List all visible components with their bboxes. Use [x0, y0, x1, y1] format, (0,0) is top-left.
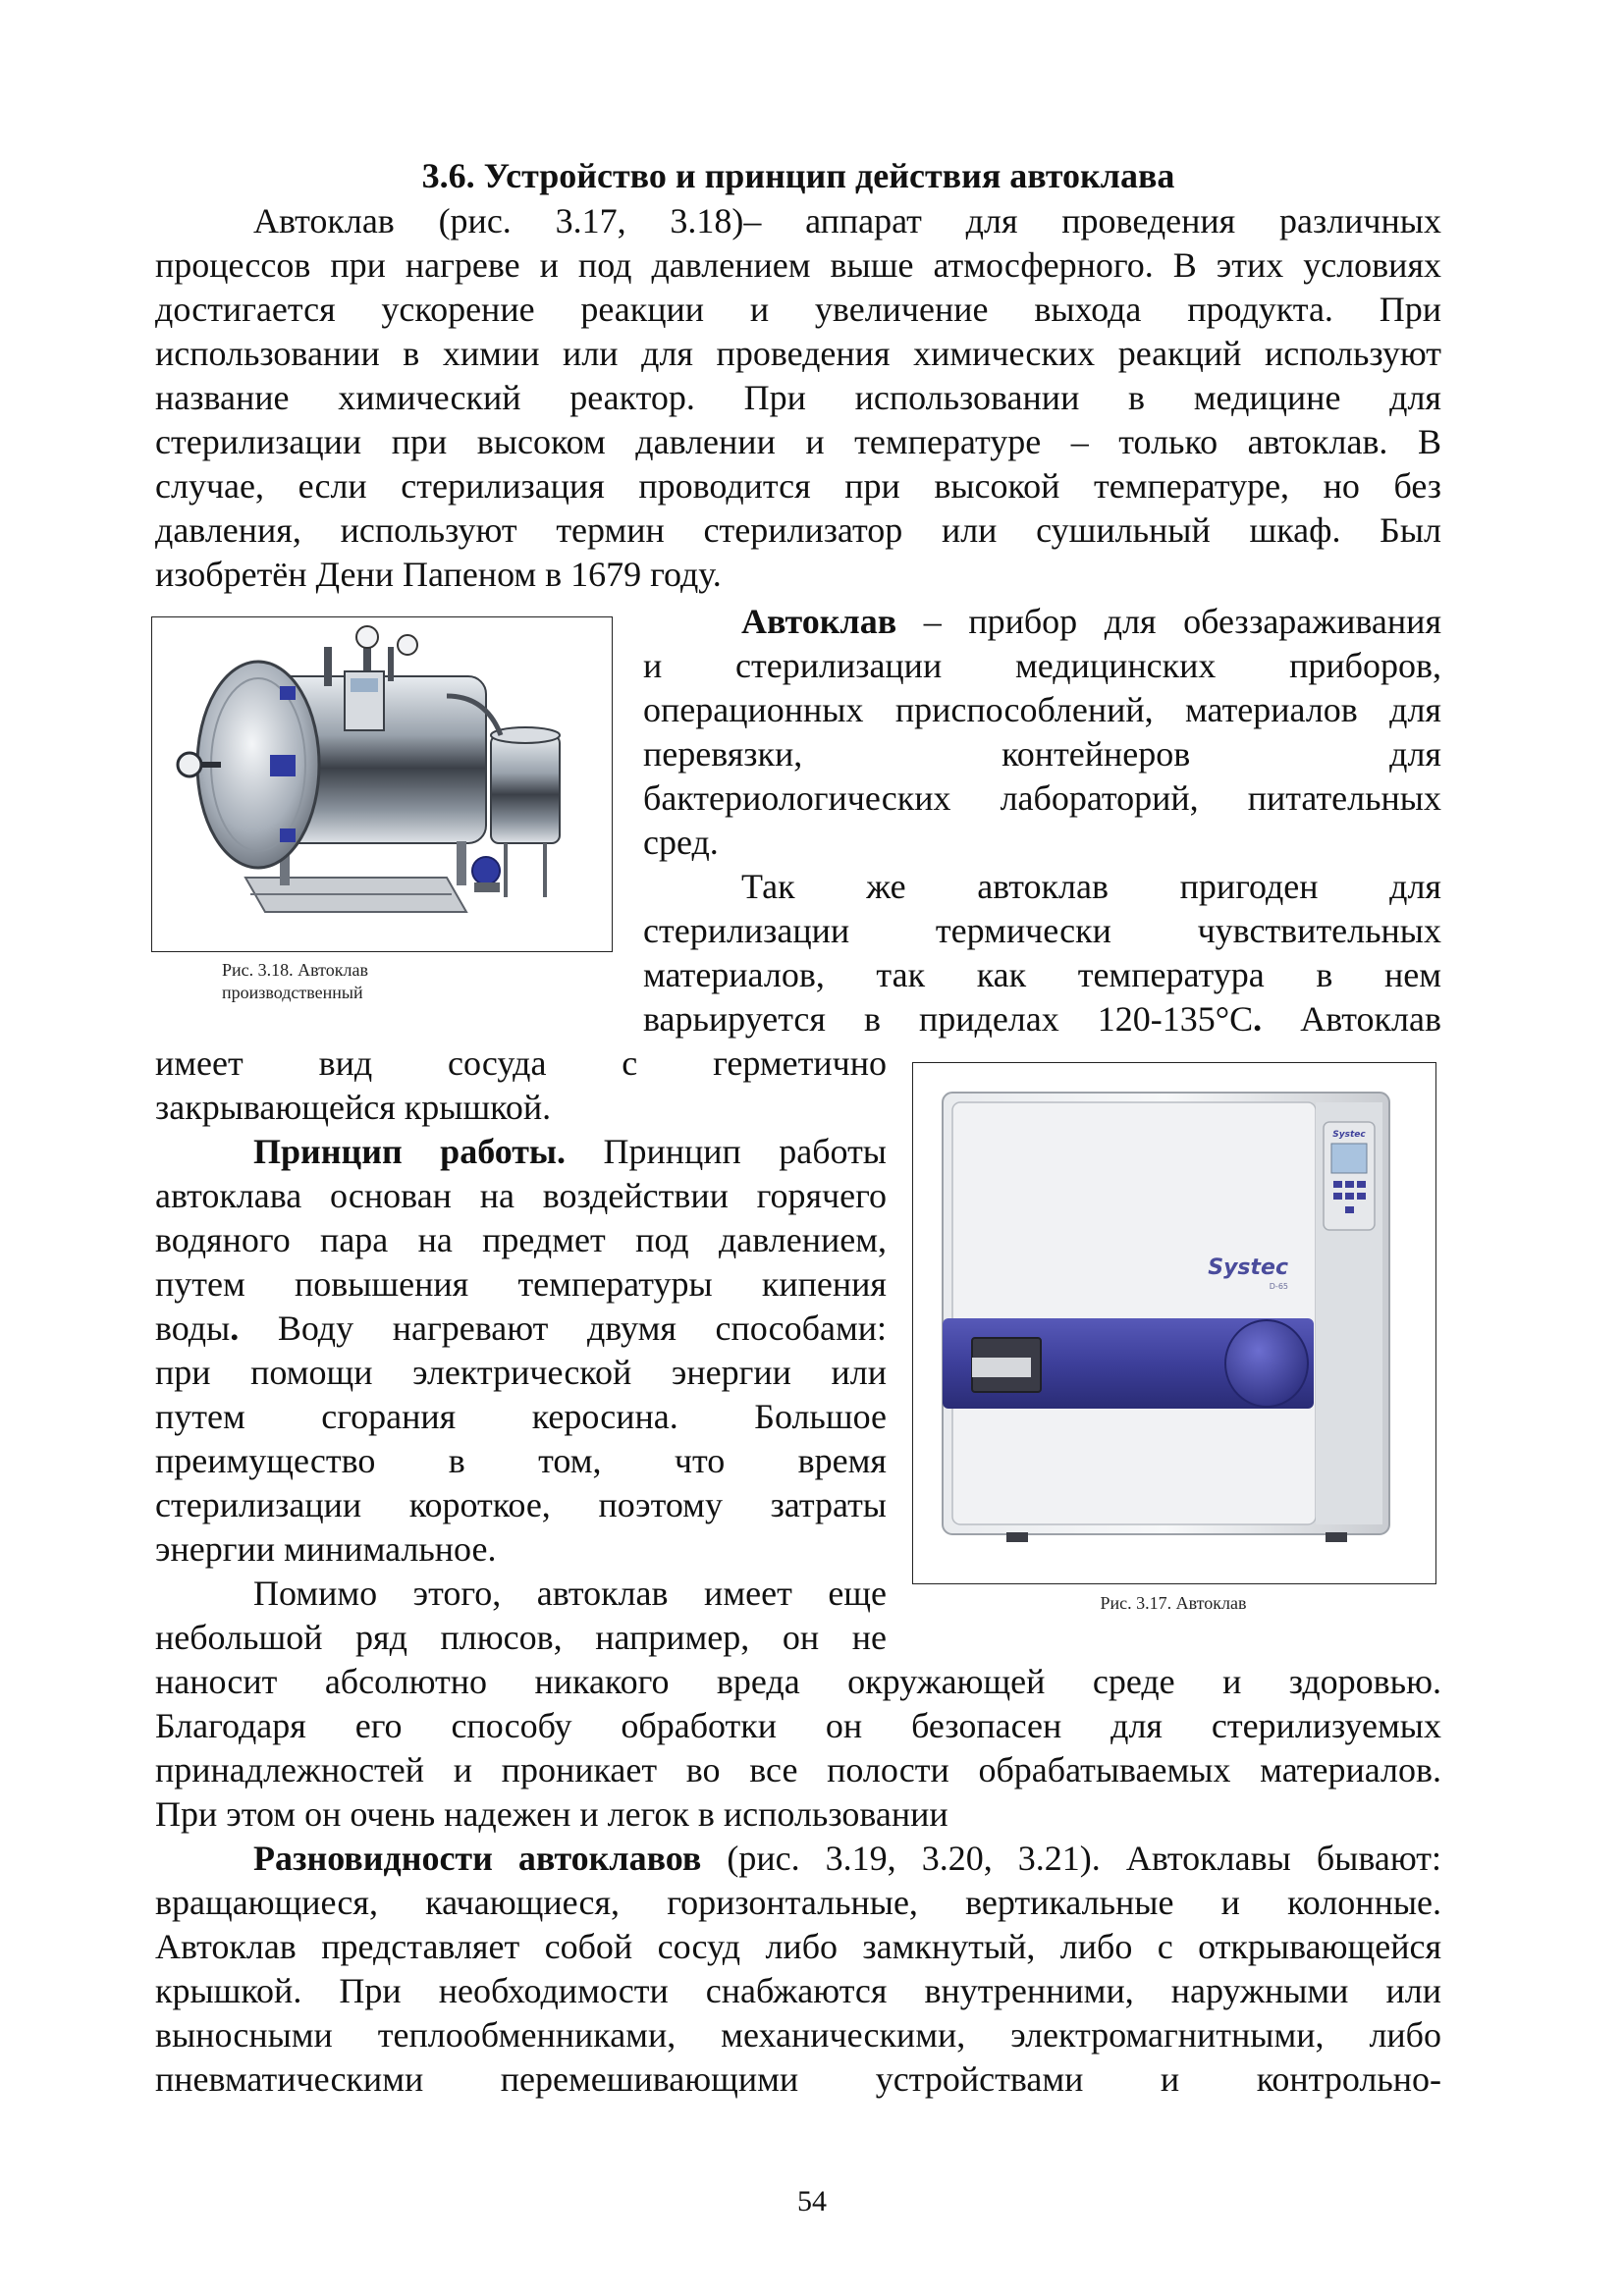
systec-autoclave-illustration	[913, 1063, 1435, 1583]
page-number: 54	[797, 2185, 827, 2217]
figure-317-caption: Рис. 3.17. Автоклав	[1100, 1593, 1247, 1613]
intro-line: достигается ускорение реакции и увеличение выхода продукта. При	[155, 290, 1441, 329]
left-column-line: небольшой ряд плюсов, например, он не	[155, 1618, 887, 1657]
body-brand-label: Systec	[1208, 1255, 1288, 1280]
temperature-range-end: Автоклав	[1262, 999, 1441, 1039]
intro-line: название химический реактор. При использовании в медицине для	[155, 378, 1441, 417]
varieties-line: Автоклав представляет собой сосуд либо замкнутый, либо с открывающейся	[155, 1927, 1441, 1966]
right-column-line: сред.	[643, 823, 719, 862]
principle-heading-line	[155, 1130, 887, 1174]
varieties-line: выносными теплообменниками, механическими, электромагнитными, либо	[155, 2015, 1441, 2055]
industrial-autoclave-illustration	[152, 617, 612, 951]
heating-methods-start: воды	[155, 1308, 231, 1348]
advantages-line: принадлежностей и проникает во все полости обрабатываемых материалов.	[155, 1750, 1441, 1789]
left-column-line: путем сгорания керосина. Большое	[155, 1397, 887, 1436]
autoclave-definition-rest: – прибор для обеззараживания	[896, 602, 1441, 641]
heating-methods-rest: Воду нагревают двумя способами:	[239, 1308, 887, 1348]
heating-methods-line	[155, 1307, 887, 1351]
temperature-range-line	[643, 997, 1441, 1041]
figure-318-caption-line2: производственный	[222, 983, 363, 1002]
temperature-range-text: варьируется в приделах 120-135°С	[643, 999, 1254, 1039]
left-column-line: преимущество в том, что время	[155, 1441, 887, 1480]
varieties-line: пневматическими перемешивающими устройствами и контрольно-	[155, 2059, 1441, 2099]
right-column-line: Так же автоклав пригоден для	[741, 867, 1441, 906]
left-column-line: энергии минимальное.	[155, 1529, 497, 1569]
principle-heading: Принцип работы.	[253, 1132, 567, 1171]
left-column-line: стерилизации короткое, поэтому затраты	[155, 1485, 887, 1524]
advantages-line: наносит абсолютно никакого вреда окружающей среде и здоровью.	[155, 1662, 1441, 1701]
right-column-line: материалов, так как температура в нем	[643, 955, 1441, 994]
intro-line: давления, используют термин стерилизатор или сушильный шкаф. Был	[155, 510, 1441, 550]
intro-line: Автоклав (рис. 3.17, 3.18)– аппарат для проведения различных	[253, 201, 1441, 240]
varieties-heading: Разновидности автоклавов	[253, 1839, 702, 1878]
left-column-line: закрывающейся крышкой.	[155, 1088, 552, 1127]
varieties-heading-line	[155, 1837, 1441, 1881]
left-column-line: водяного пара на предмет под давлением,	[155, 1220, 887, 1259]
intro-line: изобретён Дени Папеном в 1679 году.	[155, 555, 722, 594]
figure-industrial-autoclave	[151, 616, 613, 952]
varieties-line: вращающиеся, качающиеся, горизонтальные, вертикальные и колонные.	[155, 1883, 1441, 1922]
left-column-line: имеет вид сосуда с герметично	[155, 1043, 887, 1083]
right-column-line: и стерилизации медицинских приборов,	[643, 646, 1441, 685]
principle-heading-rest: Принцип работы	[566, 1132, 887, 1171]
intro-line: стерилизации при высоком давлении и температуре – только автоклав. В	[155, 422, 1441, 461]
right-column-line: перевязки, контейнеров для	[643, 734, 1441, 774]
left-column-line: при помощи электрической энергии или	[155, 1353, 887, 1392]
varieties-heading-rest: (рис. 3.19, 3.20, 3.21). Автоклавы бывают:	[701, 1839, 1441, 1878]
left-column-line: путем повышения температуры кипения	[155, 1264, 887, 1304]
advantages-line: При этом он очень надежен и легок в использовании	[155, 1794, 948, 1834]
autoclave-definition-line	[643, 600, 1441, 644]
intro-line: использовании в химии или для проведения химических реакций используют	[155, 334, 1441, 373]
heating-methods-period: .	[230, 1308, 240, 1348]
right-column-line: бактериологических лабораторий, питательных	[643, 778, 1441, 818]
intro-line: процессов при нагреве и под давлением выше атмосферного. В этих условиях	[155, 245, 1441, 285]
autoclave-term: Автоклав	[741, 602, 897, 641]
varieties-line: крышкой. При необходимости снабжаются внутренними, наружными или	[155, 1971, 1441, 2010]
right-column-line: операционных приспособлений, материалов для	[643, 690, 1441, 729]
intro-line: случае, если стерилизация проводится при высокой температуре, но без	[155, 466, 1441, 506]
temperature-range-period: .	[1253, 999, 1263, 1039]
left-column-line: автоклава основан на воздействии горячего	[155, 1176, 887, 1215]
model-label: D-65	[1269, 1282, 1288, 1291]
right-column-line: стерилизации термически чувствительных	[643, 911, 1441, 950]
advantages-line: Благодаря его способу обработки он безопасен для стерилизуемых	[155, 1706, 1441, 1745]
section-title: 3.6. Устройство и принцип действия автоклава	[421, 156, 1175, 195]
figure-318-caption-line1: Рис. 3.18. Автоклав	[222, 960, 369, 980]
panel-brand-label: Systec	[1332, 1130, 1366, 1140]
left-column-line: Помимо этого, автоклав имеет еще	[253, 1574, 887, 1613]
figure-systec-autoclave	[912, 1062, 1436, 1584]
